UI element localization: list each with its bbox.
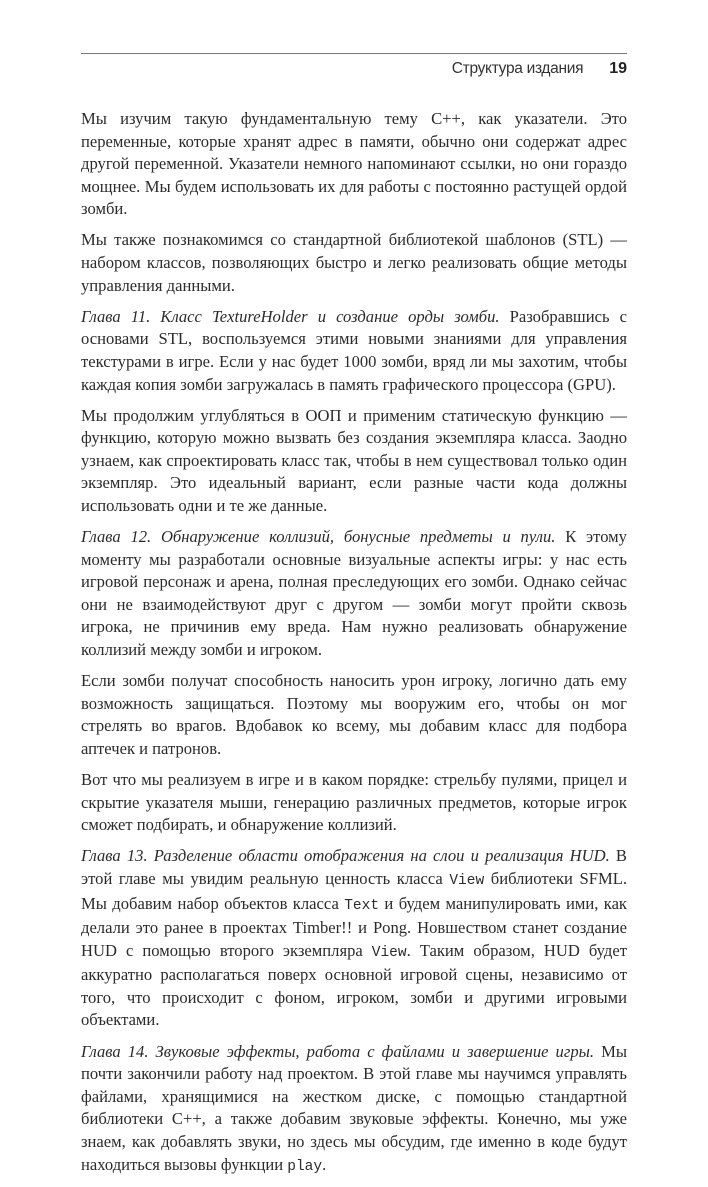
code-identifier: Text [344, 897, 380, 914]
header-rule [81, 53, 627, 54]
page-number: 19 [609, 60, 627, 77]
code-identifier: play [287, 1158, 323, 1175]
code-identifier: View [371, 944, 407, 961]
code-identifier: View [449, 872, 485, 889]
chapter-heading: Глава 11. Класс TextureHolder и создание орды зомби. [81, 306, 500, 326]
chapter-heading: Глава 13. Разделение области отображения на слои и реализация HUD. [81, 846, 610, 866]
paragraph [81, 526, 627, 662]
text-run: Мы почти закончили работу над проектом. В этой главе мы научимся управлять файлами, хранящимися на жестком диске, с помощью стандартной библиотеки C++, а также добавим звуковые эффекты. Конечно, мы уже знаем, как добавлять звуки, но здесь мы обсудим, где именно в коде будут находиться вызовы функции [81, 1041, 627, 1174]
text-run: . [322, 1154, 327, 1174]
text-run: и будем манипулировать ими, как делали это ранее в проектах Timber!! и Pong. Новшеством станет создание HUD с помощью второго экземпляра [81, 893, 627, 960]
paragraph [81, 306, 627, 396]
paragraph [81, 1041, 627, 1179]
paragraph [81, 670, 627, 760]
paragraph [81, 229, 627, 297]
paragraph [81, 405, 627, 518]
text-run: Если зомби получат способность наносить урон игроку, логично дать ему возможность защищаться. Поэтому мы вооружим его, чтобы он мог стрелять во врагов. Вдобавок ко всему, мы добавим класс для подбора аптечек и патронов. [81, 671, 627, 758]
text-run: Разобравшись с основами STL, воспользуемся этими новыми знаниями для управления текстурами в игре. Если у нас будет 1000 зомби, вряд ли мы захотим, чтобы каждая копия зомби загружалась в память графического процессора (GPU). [81, 306, 627, 394]
text-run: В этой главе мы увидим реальную ценность класса [81, 846, 627, 888]
section-title: Структура издания [451, 60, 584, 77]
paragraph [81, 769, 627, 837]
text-run: К этому моменту мы разработали основные визуальные аспекты игры: у нас есть игровой персонаж и арена, полная преследующих его зомби. Однако сейчас они не взаимодействуют друг с другом — зомби могут пройти сквозь игрока, не причинив ему вреда. Нам нужно реализовать обнаружение коллизий между зомби и игроком. [81, 527, 627, 660]
text-run: . Таким образом, HUD будет аккуратно располагаться поверх основной игровой сцены, независимо от того, что происходит с фоном, игроком, зомби и другими игровыми объектами. [81, 940, 627, 1030]
text-run: Вот что мы реализуем в игре и в каком порядке: стрельбу пулями, прицел и скрытие указателя мыши, генерацию различных предметов, которые игрок сможет подбирать, и обнаружение коллизий. [81, 770, 627, 835]
running-header [452, 58, 627, 80]
paragraph [81, 845, 627, 1032]
chapter-heading: Глава 14. Звуковые эффекты, работа с файлами и завершение игры. [81, 1041, 595, 1061]
text-run: Мы изучим такую фундаментальную тему C++, как указатели. Это переменные, которые хранят адрес в памяти, обычно они содержат адрес другой переменной. Указатели немного напоминают ссылки, но они гораздо мощнее. Мы будем использовать их для работы с постоянно растущей ордой зомби. [81, 109, 627, 219]
chapter-heading: Глава 12. Обнаружение коллизий, бонусные предметы и пули. [81, 527, 556, 547]
text-run: библиотеки SFML. Мы добавим набор объектов класса [81, 868, 627, 913]
text-run: Мы продолжим углубляться в ООП и применим статическую функцию — функцию, которую можно вызвать без создания экземпляра класса. Заодно узнаем, как спроектировать класс так, чтобы в нем существовал только один экземпляр. Это идеальный вариант, если разные части кода должны использовать одни и те же данные. [81, 405, 627, 515]
body-text [81, 108, 627, 1187]
paragraph [81, 108, 627, 221]
text-run: Мы также познакомимся со стандартной библиотекой шаблонов (STL) — набором классов, позволяющих быстро и легко реализовать общие методы управления данными. [81, 230, 627, 295]
